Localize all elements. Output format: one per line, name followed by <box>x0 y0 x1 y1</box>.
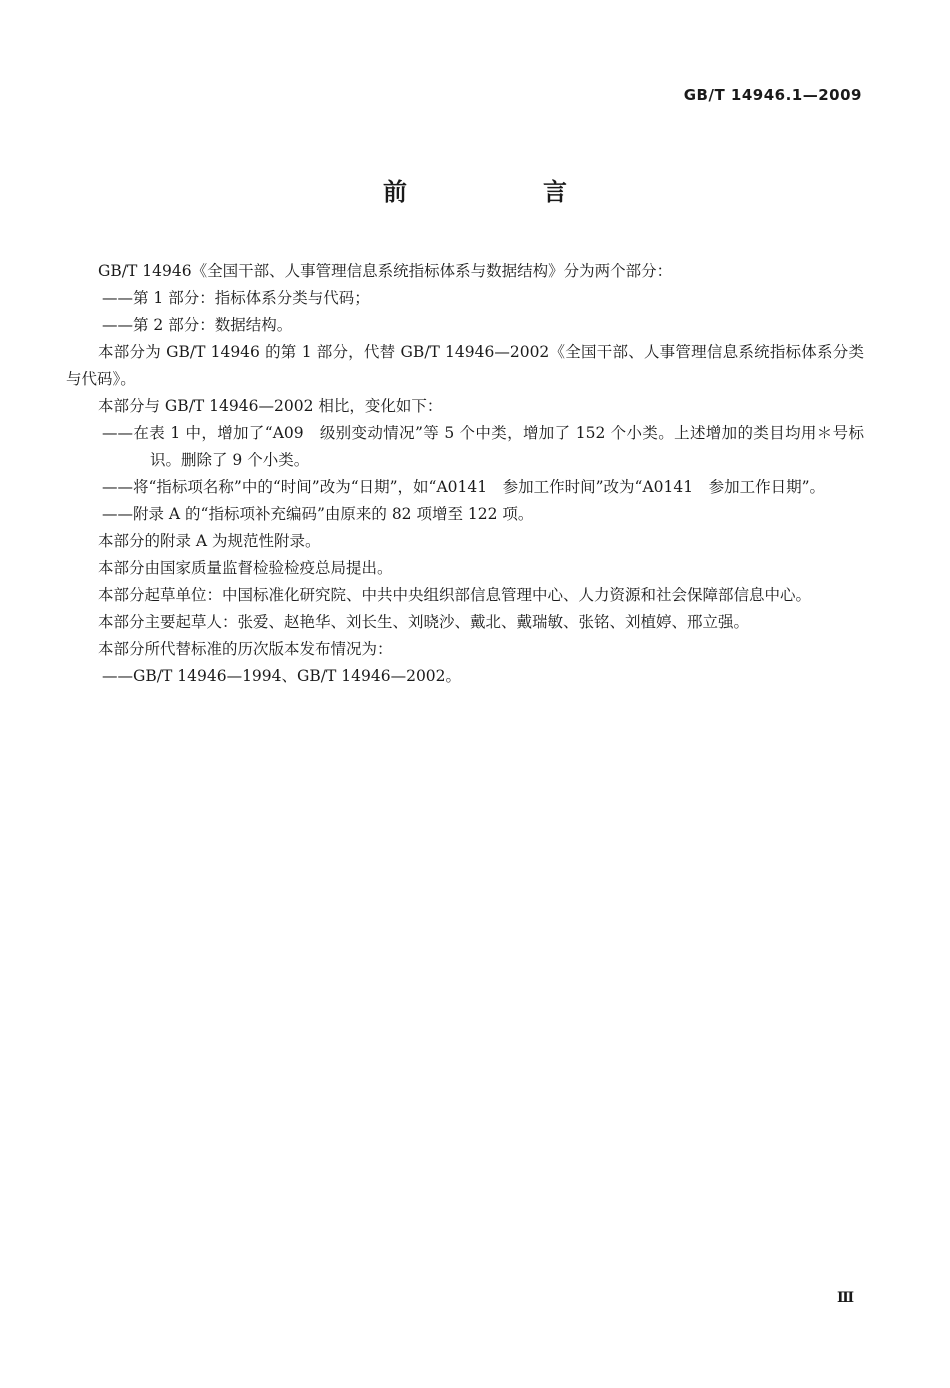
replacement-paragraph: 本部分为 GB/T 14946 的第 1 部分，代替 GB/T 14946—2002《全国干部、人事管理信息系统指标体系分类与代码》。 <box>66 343 864 388</box>
change-item-date-rename: ——将“指标项名称”中的“时间”改为“日期”，如“A0141 参加工作时间”改为“A0141 参加工作日期”。 <box>102 478 826 496</box>
page-number: Ⅲ <box>836 1290 854 1306</box>
history-item: ——GB/T 14946—1994、GB/T 14946—2002。 <box>102 667 462 685</box>
change-item-table-1: ——在表 1 中，增加了“A09 级别变动情况”等 5 个中类，增加了 152 个小类。上述增加的类目均用＊号标识。删除了 9 个小类。 <box>102 424 864 469</box>
annex-statement: 本部分的附录 A 为规范性附录。 <box>98 532 321 550</box>
history-intro: 本部分所代替标准的历次版本发布情况为： <box>98 640 393 658</box>
proposer-statement: 本部分由国家质量监督检验检疫总局提出。 <box>98 559 393 577</box>
intro-paragraph: GB/T 14946《全国干部、人事管理信息系统指标体系与数据结构》分为两个部分： <box>98 262 673 280</box>
page-title: 前 言 <box>383 178 623 206</box>
drafting-units: 本部分起草单位：中国标准化研究院、中共中央组织部信息管理中心、人力资源和社会保障部信息中心。 <box>98 586 812 604</box>
drafters: 本部分主要起草人：张爱、赵艳华、刘长生、刘晓沙、戴北、戴瑞敏、张铭、刘植婷、邢立强。 <box>98 613 750 631</box>
changes-intro: 本部分与 GB/T 14946—2002 相比，变化如下： <box>98 397 443 415</box>
part-2-item: ——第 2 部分：数据结构。 <box>102 316 293 334</box>
change-item-annex-a: ——附录 A 的“指标项补充编码”由原来的 82 项增至 122 项。 <box>102 505 534 523</box>
foreword-body <box>66 258 864 690</box>
standard-code: GB/T 14946.1—2009 <box>683 86 862 104</box>
part-1-item: ——第 1 部分：指标体系分类与代码； <box>102 289 370 307</box>
